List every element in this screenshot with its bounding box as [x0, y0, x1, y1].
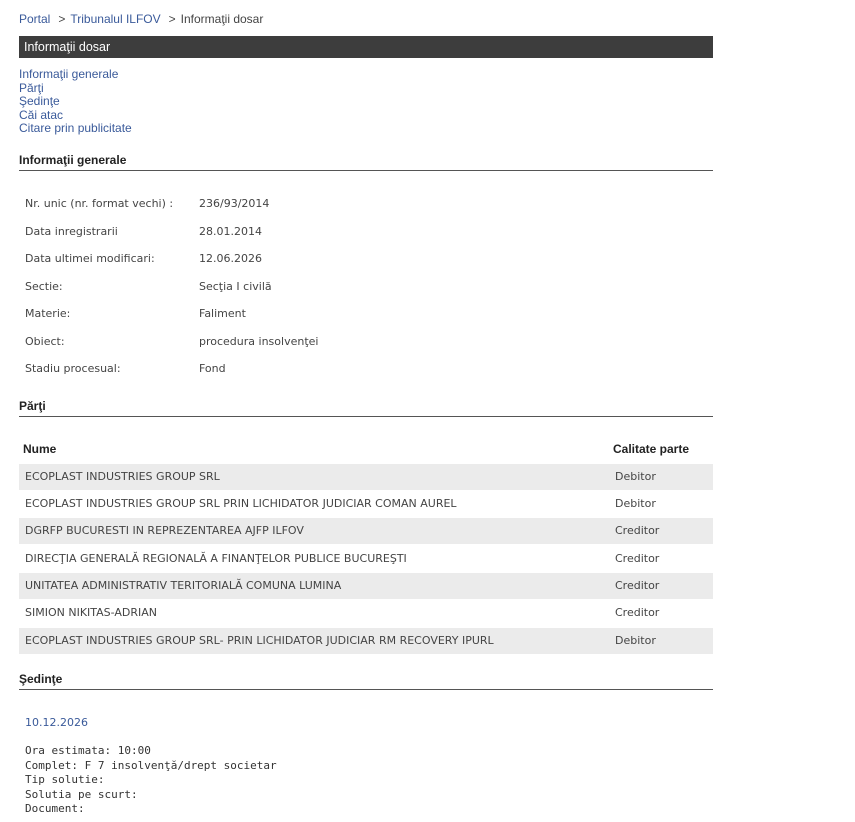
column-header-nume: Nume [23, 442, 57, 456]
party-name: SIMION NIKITAS-ADRIAN [25, 606, 158, 619]
party-name: ECOPLAST INDUSTRIES GROUP SRL PRIN LICHIDATOR JUDICIAR COMAN AUREL [25, 497, 457, 510]
table-row [19, 491, 713, 517]
table-row [19, 518, 713, 544]
breadcrumb-current: Informaţii dosar [180, 12, 264, 26]
breadcrumb-tribunal[interactable]: Tribunalul ILFOV [70, 12, 161, 26]
section-heading-general: Informaţii generale [19, 153, 713, 171]
nav-link-parti[interactable]: Părţi [19, 80, 44, 95]
info-label: Materie: [25, 307, 71, 320]
info-label: Obiect: [25, 335, 65, 348]
nav-link-citare[interactable]: Citare prin publicitate [19, 121, 132, 136]
party-role: Creditor [615, 552, 660, 565]
session-details [25, 744, 277, 817]
info-value: 236/93/2014 [199, 197, 270, 210]
party-role: Creditor [615, 524, 660, 537]
party-name: ECOPLAST INDUSTRIES GROUP SRL [25, 470, 220, 483]
info-value: Faliment [199, 307, 246, 320]
info-label: Data ultimei modificari: [25, 252, 155, 265]
session-date-link[interactable]: 10.12.2026 [25, 716, 88, 729]
session-detail-tip-solutie: Tip solutie: [25, 773, 105, 787]
info-label: Sectie: [25, 280, 63, 293]
party-role: Creditor [615, 606, 660, 619]
info-value: Fond [199, 362, 226, 375]
breadcrumb: Portal > Tribunalul ILFOV > Informaţii dosar [19, 12, 264, 26]
session-detail-complet: Complet: F 7 insolvenţă/drept societar [25, 758, 277, 772]
info-label: Stadiu procesual: [25, 362, 121, 375]
table-row [19, 546, 713, 572]
info-value: 12.06.2026 [199, 252, 262, 265]
party-role: Debitor [615, 470, 656, 483]
table-row [19, 464, 713, 490]
page-title-bar: Informaţii dosar [19, 36, 713, 58]
info-value: procedura insolvenţei [199, 335, 319, 348]
breadcrumb-portal[interactable]: Portal [19, 12, 51, 26]
party-role: Debitor [615, 634, 656, 647]
section-heading-sedinte: Şedinţe [19, 672, 713, 690]
session-detail-solutia: Solutia pe scurt: [25, 787, 138, 801]
table-row [19, 600, 713, 626]
info-label: Data inregistrarii [25, 225, 118, 238]
nav-link-cai-atac[interactable]: Căi atac [19, 107, 64, 122]
party-role: Creditor [615, 579, 660, 592]
section-heading-parti: Părţi [19, 399, 713, 417]
party-name: DIRECŢIA GENERALĂ REGIONALĂ A FINANŢELOR PUBLICE BUCUREŞTI [25, 552, 407, 565]
section-nav [19, 68, 132, 136]
party-role: Debitor [615, 497, 656, 510]
table-row [19, 628, 713, 654]
nav-link-informatii-generale[interactable]: Informaţii generale [19, 67, 119, 81]
info-value: Secţia I civilă [199, 280, 272, 293]
nav-link-sedinte[interactable]: Şedinţe [19, 94, 60, 109]
table-row [19, 573, 713, 599]
info-label: Nr. unic (nr. format vechi) : [25, 197, 174, 210]
column-header-calitate: Calitate parte [613, 442, 690, 456]
session-detail-document: Document: [25, 802, 85, 816]
party-name: UNITATEA ADMINISTRATIV TERITORIALĂ COMUNA LUMINA [25, 579, 342, 592]
info-value: 28.01.2014 [199, 225, 262, 238]
party-name: DGRFP BUCURESTI IN REPREZENTAREA AJFP ILFOV [25, 524, 304, 537]
party-name: ECOPLAST INDUSTRIES GROUP SRL- PRIN LICHIDATOR JUDICIAR RM RECOVERY IPURL [25, 634, 494, 647]
session-detail-ora: Ora estimata: 10:00 [25, 744, 151, 757]
